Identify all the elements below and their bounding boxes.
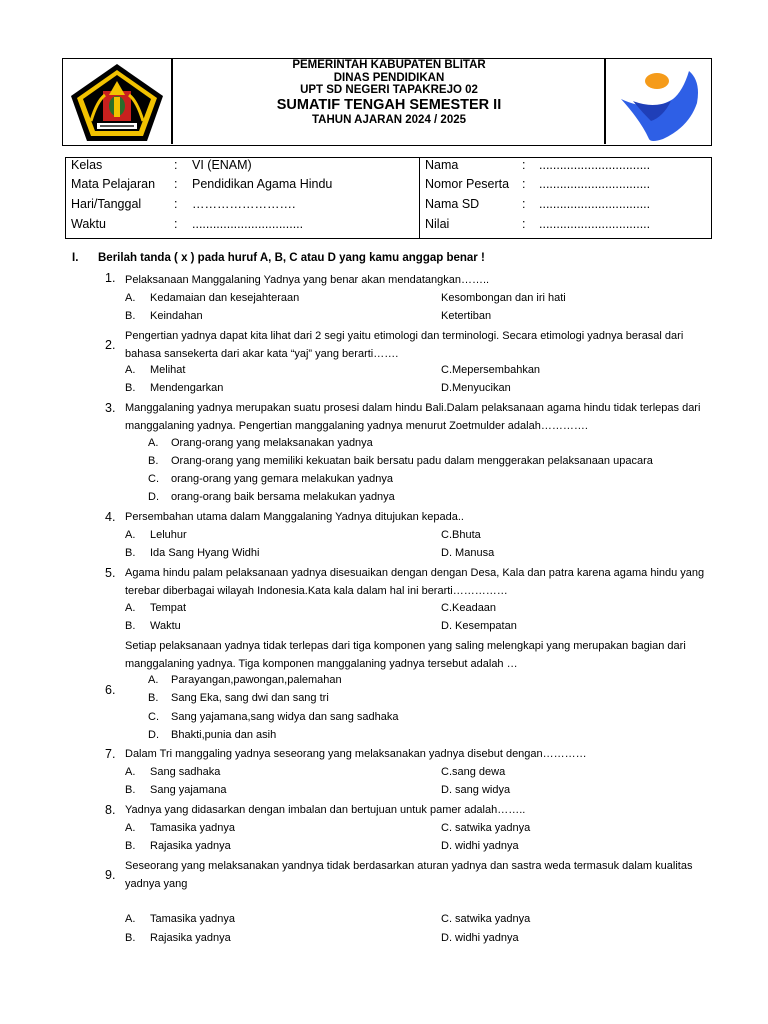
- identity-value[interactable]: ................................: [539, 197, 651, 211]
- option-text[interactable]: Kesombongan dan iri hati: [441, 292, 566, 304]
- identity-colon: :: [174, 158, 178, 172]
- option-letter[interactable]: C.: [148, 711, 159, 723]
- blitar-regency-logo: [67, 61, 167, 141]
- option-letter[interactable]: A.: [148, 437, 159, 449]
- option-letter[interactable]: A.: [125, 766, 136, 778]
- exam-title: SUMATIF TENGAH SEMESTER II: [276, 96, 502, 113]
- option-text[interactable]: Tempat: [150, 602, 187, 614]
- header-school: UPT SD NEGERI TAPAKREJO 02: [300, 84, 478, 96]
- option-text[interactable]: C.sang dewa: [441, 766, 506, 778]
- section-number: I.: [72, 252, 79, 264]
- identity-label: Mata Pelajaran: [71, 177, 156, 191]
- identity-value[interactable]: ................................: [539, 177, 651, 191]
- option-text[interactable]: Orang-orang yang memiliki kekuatan baik bersatu padu dalam menggerakan pelaksanaan upacara: [171, 455, 653, 467]
- option-text[interactable]: orang-orang baik bersama melakukan yadnya: [171, 491, 395, 503]
- question-number: 9.: [105, 868, 116, 882]
- option-text[interactable]: Sang yajamana: [150, 784, 227, 796]
- option-text[interactable]: Leluhur: [150, 529, 187, 541]
- option-letter[interactable]: B.: [148, 692, 159, 704]
- option-text[interactable]: D. Manusa: [441, 547, 495, 559]
- identity-colon: :: [522, 177, 526, 191]
- option-text[interactable]: Orang-orang yang melaksanakan yadnya: [171, 437, 373, 449]
- identity-value: VI (ENAM): [192, 158, 252, 172]
- identity-label: Nama SD: [425, 197, 480, 211]
- option-letter[interactable]: D.: [148, 491, 159, 503]
- question-text: Seseorang yang melaksanakan yandnya tidak berdasarkan aturan yadnya dan sastra weda termasuk dalam kualitas: [125, 860, 693, 872]
- identity-colon: :: [522, 197, 526, 211]
- option-letter[interactable]: A.: [125, 529, 136, 541]
- question-text: Persembahan utama dalam Manggalaning Yadnya ditujukan kepada..: [125, 511, 464, 523]
- identity-value[interactable]: ................................: [192, 217, 304, 231]
- option-text[interactable]: Ida Sang Hyang Widhi: [150, 547, 260, 559]
- option-text[interactable]: C. satwika yadnya: [441, 913, 531, 925]
- option-text[interactable]: Mendengarkan: [150, 382, 224, 394]
- header-divider: [604, 59, 606, 144]
- option-text[interactable]: D.Menyucikan: [441, 382, 511, 394]
- option-letter[interactable]: B.: [125, 310, 136, 322]
- section-text: Berilah tanda ( x ) pada huruf A, B, C atau D yang kamu anggap benar !: [98, 252, 485, 264]
- header-government: PEMERINTAH KABUPATEN BLITAR: [292, 59, 486, 71]
- identity-label: Kelas: [71, 158, 103, 172]
- option-letter[interactable]: A.: [125, 913, 136, 925]
- identity-label: Nama: [425, 158, 459, 172]
- question-number: 4.: [105, 510, 116, 524]
- option-text[interactable]: Sang sadhaka: [150, 766, 221, 778]
- table-divider: [419, 158, 420, 238]
- option-letter[interactable]: C.: [148, 473, 159, 485]
- option-text[interactable]: C. satwika yadnya: [441, 822, 531, 834]
- option-text[interactable]: Sang Eka, sang dwi dan sang tri: [171, 692, 329, 704]
- option-text[interactable]: orang-orang yang gemara melakukan yadnya: [171, 473, 393, 485]
- identity-value: Pendidikan Agama Hindu: [192, 177, 333, 191]
- question-text: yadnya yang: [125, 878, 188, 890]
- option-text[interactable]: Sang yajamana,sang widya dan sang sadhaka: [171, 711, 399, 723]
- question-number: 6.: [105, 683, 116, 697]
- academic-year: TAHUN AJARAN 2024 / 2025: [311, 113, 467, 126]
- identity-colon: :: [522, 217, 526, 231]
- header-text: [175, 59, 603, 126]
- identity-label: Hari/Tanggal: [71, 197, 142, 211]
- question-number: 8.: [105, 803, 116, 817]
- question-number: 3.: [105, 401, 116, 415]
- option-text[interactable]: D. sang widya: [441, 784, 511, 796]
- option-letter[interactable]: A.: [125, 602, 136, 614]
- option-letter[interactable]: B.: [148, 455, 159, 467]
- option-letter[interactable]: D.: [148, 729, 159, 741]
- header-divider: [171, 59, 173, 144]
- identity-label: Nilai: [425, 217, 450, 231]
- question-number: 1.: [105, 271, 116, 285]
- option-text[interactable]: D. Kesempatan: [441, 620, 517, 632]
- option-letter[interactable]: B.: [125, 620, 136, 632]
- identity-label: Waktu: [71, 217, 106, 231]
- question-text: manggalaning yadnya. Tiga komponen manggalaning yadnya tersebut adalah …: [125, 658, 518, 670]
- question-text: Dalam Tri manggaling yadnya seseorang yang melaksanakan yadnya disebut dengan…………: [125, 748, 587, 760]
- identity-colon: :: [174, 217, 178, 231]
- question-text: Pengertian yadnya dapat kita lihat dari 2 segi yaitu etimologi dan terminologi. Secara etimologi yadnya berasal dari: [125, 330, 684, 342]
- option-letter[interactable]: B.: [125, 547, 136, 559]
- option-letter[interactable]: A.: [125, 822, 136, 834]
- option-text[interactable]: Kedamaian dan kesejahteraan: [150, 292, 300, 304]
- question-text: Setiap pelaksanaan yadnya tidak terlepas dari tiga komponen yang saling melengkapi yang merupakan bagian dari: [125, 640, 686, 652]
- identity-value[interactable]: ................................: [539, 217, 651, 231]
- education-logo: [611, 61, 711, 143]
- option-text[interactable]: Ketertiban: [441, 310, 492, 322]
- question-text: terebar diberbagai wilayah Indonesia.Kata kala dalam hal ini berarti……………: [125, 585, 508, 597]
- identity-label: Nomor Peserta: [425, 177, 510, 191]
- question-text: Yadnya yang didasarkan dengan imbalan dan bertujuan untuk pamer adalah……..: [125, 804, 526, 816]
- identity-colon: :: [174, 177, 178, 191]
- identity-colon: :: [174, 197, 178, 211]
- exam-header: [62, 58, 712, 146]
- header-department: DINAS PENDIDIKAN: [333, 71, 445, 84]
- identity-colon: :: [522, 158, 526, 172]
- question-number: 5.: [105, 566, 116, 580]
- option-text[interactable]: Waktu: [150, 620, 181, 632]
- option-text[interactable]: Bhakti,punia dan asih: [171, 729, 277, 741]
- option-text[interactable]: Keindahan: [150, 310, 203, 322]
- option-text[interactable]: Tamasika yadnya: [150, 913, 235, 925]
- question-text: bahasa sansekerta dari akar kata “yaj” yang berarti…….: [125, 348, 399, 360]
- option-letter[interactable]: A.: [125, 364, 136, 376]
- option-letter[interactable]: A.: [148, 674, 159, 686]
- option-letter[interactable]: B.: [125, 784, 136, 796]
- option-text[interactable]: Rajasika yadnya: [150, 932, 231, 944]
- question-number: 7.: [105, 747, 116, 761]
- question-text: manggalaning yadnya. Pengertian manggalaning yadnya menurut Zoetmulder adalah………….: [125, 420, 588, 432]
- option-text[interactable]: Melihat: [150, 364, 186, 376]
- question-text: Manggalaning yadnya merupakan suatu prosesi dalam hindu Bali.Dalam pelaksanaan agama hindu tidak terlepas dari: [125, 402, 701, 414]
- option-text[interactable]: D. widhi yadnya: [441, 932, 519, 944]
- option-text[interactable]: D. widhi yadnya: [441, 840, 519, 852]
- option-text[interactable]: C.Mepersembahkan: [441, 364, 541, 376]
- option-text[interactable]: C.Bhuta: [441, 529, 481, 541]
- option-letter[interactable]: B.: [125, 382, 136, 394]
- question-text: Pelaksanaan Manggalaning Yadnya yang benar akan mendatangkan……..: [125, 274, 490, 286]
- option-text[interactable]: Tamasika yadnya: [150, 822, 235, 834]
- option-text[interactable]: C.Keadaan: [441, 602, 497, 614]
- option-text[interactable]: Rajasika yadnya: [150, 840, 231, 852]
- identity-value[interactable]: …………………….: [192, 197, 296, 211]
- identity-value[interactable]: ................................: [539, 158, 651, 172]
- option-letter[interactable]: B.: [125, 932, 136, 944]
- option-letter[interactable]: A.: [125, 292, 136, 304]
- option-text[interactable]: Parayangan,pawongan,palemahan: [171, 674, 342, 686]
- question-text: Agama hindu palam pelaksanaan yadnya disesuaikan dengan dengan Desa, Kala dan patra karena agama hindu yang: [125, 567, 705, 579]
- option-letter[interactable]: B.: [125, 840, 136, 852]
- question-number: 2.: [105, 338, 116, 352]
